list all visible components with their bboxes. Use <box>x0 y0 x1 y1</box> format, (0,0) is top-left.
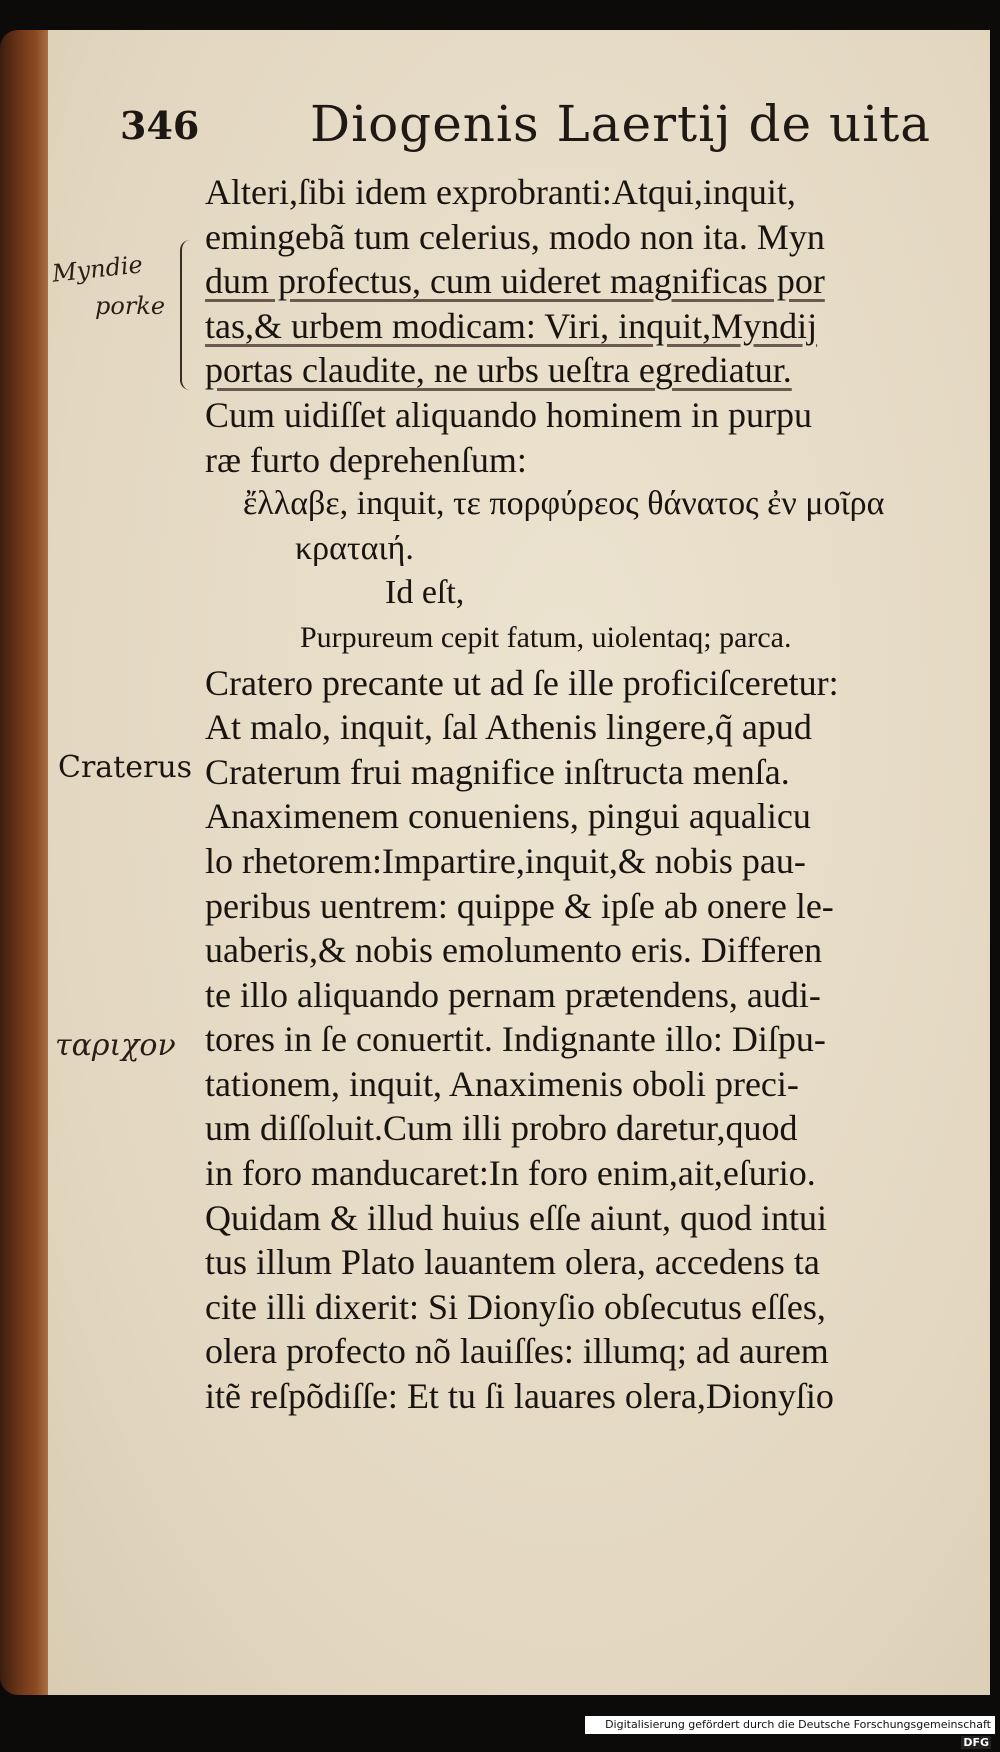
text-line: ræ furto deprehenſum: <box>205 439 527 480</box>
margin-note-greek: ταριχον <box>55 1028 176 1063</box>
text-line: uaberis,& nobis emolumento eris. Differen <box>205 930 823 971</box>
text-line: Craterum frui magnifice inſtructa menſa. <box>205 751 790 792</box>
text-line: Quidam & illud huius eſſe aiunt, quod intui <box>205 1197 827 1238</box>
text-line: tores in ſe conuertit. Indignante illo: Diſpu- <box>205 1019 826 1060</box>
margin-note-porte: porke <box>95 292 166 320</box>
text-line: emingebã tum celerius, modo non ita. Myn <box>205 216 825 257</box>
text-line: in foro manducaret:In foro enim,ait,eſurio. <box>205 1153 816 1194</box>
margin-note-myndii: Myndie <box>50 250 145 288</box>
text-line: dum profectus, cum uideret magnificas por <box>205 261 825 302</box>
text-line: tus illum Plato lauantem olera, accedens ta <box>205 1242 820 1283</box>
text-line: te illo aliquando pernam prætendens, audi- <box>205 974 821 1015</box>
dfg-logo: DFG <box>963 1736 989 1749</box>
text-line: tas,& urbem modicam: Viri, inquit,Myndij <box>205 305 818 346</box>
text-line: portas claudite, ne urbs ueſtra egrediatur. <box>205 350 792 391</box>
text-line: At malo, inquit, ſal Athenis lingere,q̃ apud <box>205 707 812 748</box>
text-line: lo rhetorem:Impartire,inquit,& nobis pau- <box>205 840 806 881</box>
text-line: Id eſt, <box>385 574 465 612</box>
page-number: 346 <box>120 103 200 148</box>
text-line: olera profecto nõ lauiſſes: illumq; ad aurem <box>205 1331 829 1372</box>
latin-verse-line: Purpureum cepit fatum, uiolentaq; parca. <box>300 620 792 654</box>
text-line: cite illi dixerit: Si Dionyſio obſecutus eſſes, <box>205 1286 826 1327</box>
text-line: Alteri,ſibi idem exprobranti:Atqui,inquit, <box>205 172 796 212</box>
text-line: Cratero precante ut ad ſe ille proficiſceretur: <box>205 662 839 703</box>
text-line: um diſſoluit.Cum illi probro daretur,quod <box>205 1108 798 1149</box>
text-line: Cum uidiſſet aliquando hominem in purpu <box>205 394 812 435</box>
text-line: tationem, inquit, Anaximenis oboli preci- <box>205 1063 799 1104</box>
margin-note-craterus: Craterus <box>58 750 193 785</box>
greek-verse-line: κραταιή. <box>295 529 414 567</box>
margin-bracket <box>180 240 196 390</box>
text-line: Anaximenem conueniens, pingui aqualicu <box>205 796 811 837</box>
digitization-credit <box>585 1716 995 1749</box>
text-line: itẽ reſpõdiſſe: Et tu ſi lauares olera,Dionyſio <box>205 1376 834 1417</box>
credit-text: Digitalisierung gefördert durch die Deutsche Forschungsgemeinschaft · <box>605 1718 991 1749</box>
greek-verse-line: ἔλλαβε, inquit, τε πορφύρεος θάνατος ἐν μοῖρα <box>243 485 885 523</box>
body-text <box>205 170 955 1419</box>
text-line: peribus uentrem: quippe & ipſe ab onere le- <box>205 885 834 926</box>
running-head: Diogenis Laertij de uita <box>310 95 932 153</box>
page-header <box>120 95 960 165</box>
